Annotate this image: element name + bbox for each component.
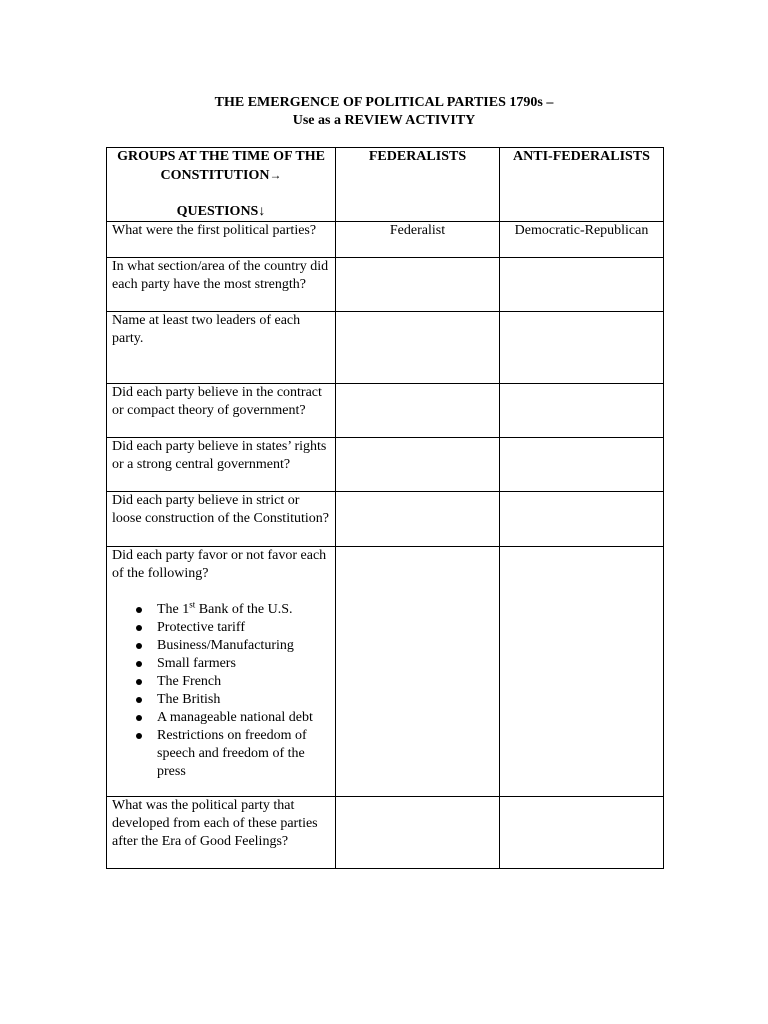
list-item: Restrictions on freedom of speech and freedom of the press — [157, 727, 330, 781]
table-row — [107, 384, 664, 438]
federalists-answer-cell — [336, 547, 500, 797]
federalists-answer-cell: Federalist — [336, 222, 500, 258]
anti-federalists-answer-cell — [500, 384, 664, 438]
list-item: Business/Manufacturing — [157, 637, 330, 655]
header-groups-questions — [107, 148, 336, 222]
header-row — [107, 148, 664, 222]
title-line-2: Use as a REVIEW ACTIVITY — [292, 113, 476, 128]
federalists-answer-cell — [336, 797, 500, 869]
header-questions-label: QUESTIONS — [176, 204, 259, 219]
table-row — [107, 258, 664, 312]
header-federalists: FEDERALISTS — [336, 148, 500, 222]
question-cell: Did each party believe in the contract or compact theory of government? — [107, 384, 336, 438]
title-line-1: THE EMERGENCE OF POLITICAL PARTIES 1790s – — [214, 95, 554, 110]
question-cell: Did each party believe in states’ rights or a strong central government? — [107, 438, 336, 492]
anti-federalists-answer-cell — [500, 547, 664, 797]
header-groups-label: GROUPS AT THE TIME OF THE CONSTITUTION — [117, 149, 325, 183]
document-title — [0, 94, 768, 130]
policy-list — [112, 601, 330, 781]
anti-federalists-answer-cell — [500, 797, 664, 869]
federalists-answer-cell — [336, 258, 500, 312]
anti-federalists-answer-cell — [500, 258, 664, 312]
question-cell: Did each party believe in strict or loose construction of the Constitution? — [107, 492, 336, 547]
federalists-answer-cell — [336, 384, 500, 438]
list-item: The British — [157, 691, 330, 709]
list-item: Small farmers — [157, 655, 330, 673]
question-cell: What was the political party that developed from each of these parties after the Era of Good Feelings? — [107, 797, 336, 869]
question-text: Did each party favor or not favor each of the following? — [112, 548, 327, 581]
table-row — [107, 438, 664, 492]
review-table — [106, 147, 664, 869]
right-arrow-icon: → — [269, 168, 282, 182]
list-item: The 1st Bank of the U.S. — [157, 601, 330, 619]
question-cell: In what section/area of the country did each party have the most strength? — [107, 258, 336, 312]
anti-federalists-answer-cell — [500, 438, 664, 492]
header-anti-federalists: ANTI-FEDERALISTS — [500, 148, 664, 222]
table-row — [107, 547, 664, 797]
federalists-answer-cell — [336, 492, 500, 547]
table-row — [107, 312, 664, 384]
table-row — [107, 797, 664, 869]
list-item: Protective tariff — [157, 619, 330, 637]
question-cell: Name at least two leaders of each party. — [107, 312, 336, 384]
table-row — [107, 492, 664, 547]
federalists-answer-cell — [336, 438, 500, 492]
list-item: A manageable national debt — [157, 709, 330, 727]
anti-federalists-answer-cell: Democratic-Republican — [500, 222, 664, 258]
anti-federalists-answer-cell — [500, 492, 664, 547]
table-row — [107, 222, 664, 258]
question-cell — [107, 547, 336, 797]
anti-federalists-answer-cell — [500, 312, 664, 384]
federalists-answer-cell — [336, 312, 500, 384]
down-arrow-icon: ↓ — [258, 204, 266, 219]
question-cell: What were the first political parties? — [107, 222, 336, 258]
list-item: The French — [157, 673, 330, 691]
